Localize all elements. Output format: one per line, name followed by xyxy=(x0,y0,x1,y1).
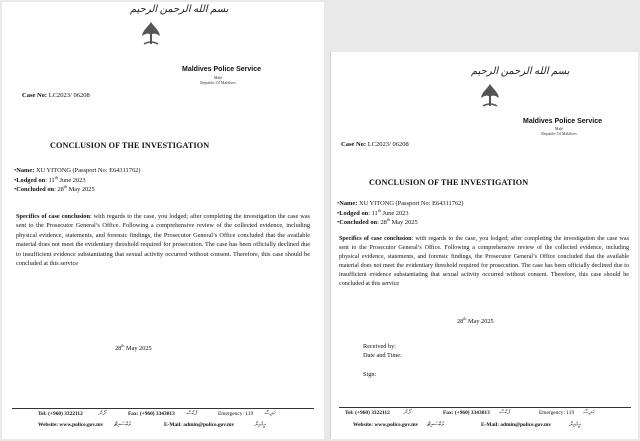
document-title: CONCLUSION OF THE INVESTIGATION xyxy=(369,178,529,187)
document-title: CONCLUSION OF THE INVESTIGATION xyxy=(50,141,210,150)
case-number: Case No: LC2023/ 06208 xyxy=(341,141,409,148)
footer-website: Website: www.police.gov.mv xyxy=(38,422,104,428)
concluded-field: •Concluded on: 28th May 2025 xyxy=(14,184,95,193)
org-address: Malé Republic Of Maldives xyxy=(200,75,236,85)
document-page-left xyxy=(2,2,324,439)
signature-date: 28th May 2025 xyxy=(457,316,494,325)
footer-divider xyxy=(12,408,314,409)
document-page-right xyxy=(330,52,638,439)
case-conclusion-body: Specifics of case conclusion: with regards to the case, you lodged; after completing the investigation the case was sent to the Prosecutor General’s Office. Following a comprehensive review of the collected evidence, including physical evidence, statements, and forensic findings, the Prosecutor General’s Office concluded that the available material does not meet the evidentiary threshold required for prosecution. The case has been officially declined due to insufficient evidence substantiating that sexual activity occurred without consent. Therefore, this case should be concluded at this service xyxy=(16,213,310,268)
police-emblem-icon xyxy=(140,20,162,48)
bismillah-calligraphy: بسم الله الرحمن الرحيم xyxy=(471,66,570,77)
footer-email-dv: އީމެއިލް xyxy=(254,422,266,428)
lodged-field: •Lodged on: 11th June 2023 xyxy=(337,208,409,217)
footer-emergency: Emergency: 119 xyxy=(539,410,575,416)
footer-emergency-dv: ހަދިސާ xyxy=(264,411,276,417)
footer-tel-dv: ފޯނު xyxy=(403,410,410,416)
footer-email-dv: އީމެއިލް xyxy=(569,422,581,428)
footer-email: E-Mail: admin@police.gov.mv xyxy=(481,422,552,428)
footer-fax-dv: ފެކްސް xyxy=(186,411,197,417)
bismillah-calligraphy: بسم الله الرحمن الرحيم xyxy=(130,4,229,15)
footer-website-dv: ވެބްސައިޓް xyxy=(114,422,131,428)
footer-email: E-Mail: admin@police.gov.mv xyxy=(164,422,235,428)
footer-website: Website: www.police.gov.mv xyxy=(353,422,419,428)
police-emblem-icon xyxy=(479,82,501,110)
date-time-label: Date and Time: xyxy=(363,352,402,359)
signature-date: 28th May 2025 xyxy=(115,343,152,352)
footer-fax: Fax: (+960) 3343013 xyxy=(443,410,490,416)
lodged-field: •Lodged on: 11th June 2023 xyxy=(14,175,86,184)
footer-emergency: Emergency: 119 xyxy=(218,411,254,417)
case-conclusion-body: Specifics of case conclusion: with regards to the case, you lodged; after completing the investigation the case was sent to the Prosecutor General’s Office. Following a comprehensive review of the collected evidence, including physical evidence, statements, and forensic findings, the Prosecutor General’s Office concluded that the available material does not meet the evidentiary threshold required for prosecution. The case has been officially declined due to insufficient evidence substantiating that sexual activity occurred without consent. Therefore, this case should be concluded at this service xyxy=(339,236,629,287)
received-by-label: Received by: xyxy=(363,343,397,350)
footer-fax: Fax: (+960) 3343013 xyxy=(128,411,175,417)
footer-fax-dv: ފެކްސް xyxy=(499,410,510,416)
name-field: •Name: XU YITONG (Passport No: E64311762) xyxy=(14,167,141,174)
org-name: Maldives Police Service xyxy=(523,118,602,125)
org-name: Maldives Police Service xyxy=(182,66,261,73)
case-number: Case No: LC2023/ 06208 xyxy=(22,92,90,99)
org-address: Malé Republic Of Maldives xyxy=(541,126,577,136)
name-field: •Name: XU YITONG (Passport No: E64311762) xyxy=(337,200,464,207)
footer-tel: Tel: (+960) 3322112 xyxy=(345,410,390,416)
footer-website-dv: ވެބްސައިޓް xyxy=(427,422,444,428)
footer-divider xyxy=(339,407,631,408)
concluded-field: •Concluded on: 28th May 2025 xyxy=(337,217,418,226)
footer-tel-dv: ފޯނު xyxy=(98,411,105,417)
footer-emergency-dv: ހަދިސާ xyxy=(583,410,595,416)
sign-label: Sign: xyxy=(363,371,377,378)
footer-tel: Tel: (+960) 3322112 xyxy=(38,411,83,417)
